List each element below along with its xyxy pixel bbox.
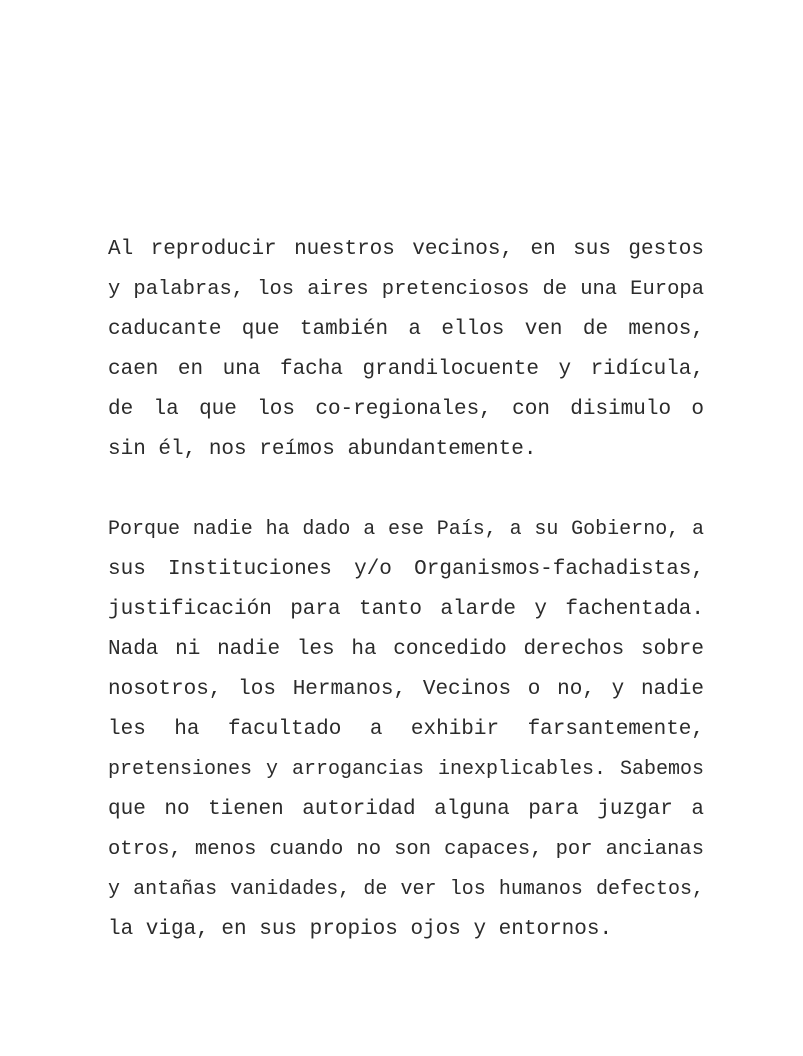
paragraph-spacer [108, 470, 704, 510]
text-line: que no tienen autoridad alguna para juzgar a [108, 798, 704, 821]
text-line: sus Instituciones y/o Organismos-fachadistas, [108, 558, 704, 581]
text-line: nosotros, los Hermanos, Vecinos o no, y nadie [108, 678, 704, 701]
text-line: caducante que también a ellos ven de menos, [108, 318, 704, 341]
text-line: pretensiones y arrogancias inexplicables. Sabemos [108, 758, 704, 781]
text-line: justificación para tanto alarde y fachentada. [108, 598, 704, 621]
body-text [108, 230, 704, 950]
text-line: de la que los co-regionales, con disimulo o [108, 398, 704, 421]
text-line: Nada ni nadie les ha concedido derechos sobre [108, 638, 704, 661]
text-line: la viga, en sus propios ojos y entornos. [108, 918, 613, 941]
text-line: y antañas vanidades, de ver los humanos defectos, [108, 878, 704, 901]
paragraph-1 [108, 230, 704, 470]
paragraph-2 [108, 510, 704, 950]
text-line: caen en una facha grandilocuente y ridícula, [108, 358, 704, 381]
text-line: sin él, nos reímos abundantemente. [108, 438, 537, 461]
text-line: Al reproducir nuestros vecinos, en sus gestos [108, 238, 704, 261]
text-line: otros, menos cuando no son capaces, por ancianas [108, 838, 704, 861]
page-marker [697, 86, 703, 98]
text-line: les ha facultado a exhibir farsantemente, [108, 718, 704, 741]
text-line: y palabras, los aires pretenciosos de una Europa [108, 278, 704, 301]
text-line: Porque nadie ha dado a ese País, a su Gobierno, a [108, 518, 704, 541]
